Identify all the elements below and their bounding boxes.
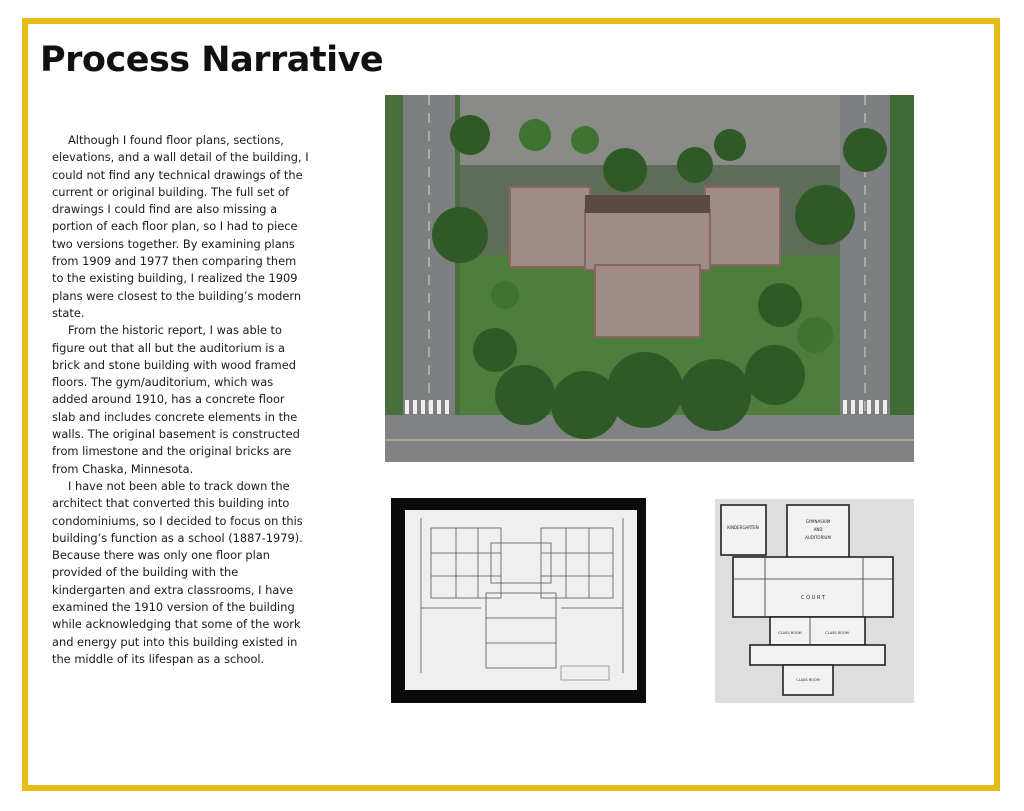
class-room-label-1: CLASS ROOM (778, 631, 802, 635)
gym-label-line-3: AUDITORIUM (805, 535, 831, 540)
narrative-paragraph-1: Although I found floor plans, sections, elevations, and a wall detail of the building, I could not find any technical drawings of the current or original building. The full set of drawings I could find are also missing a portion of each floor plan, so I had to piece two versions together. By examining plans from 1909 and 1977 then comparing them to the existing building, I realized the 1909 plans were closest to the building’s modern state. (52, 133, 309, 320)
class-room-label-3: CLASS ROOM (796, 678, 820, 682)
narrative-paragraph-3: I have not been able to track down the architect that converted this building into condominiums, so I decided to focus on this building’s function as a school (1887-1979). Because there was only one floor plan provided of the building with the kindergarten and extra classrooms, I have examined the 1910 version of the building while acknowledging that some of the work and energy put into this building existed in the middle of its lifespan as a school. (52, 478, 303, 666)
page-title: Process Narrative (40, 40, 384, 80)
class-room-label-2: CLASS ROOM (825, 631, 849, 635)
gym-label-line-1: GYMNASIUM (805, 519, 831, 524)
narrative-paragraph-2: From the historic report, I was able to figure out that all but the auditorium is a brick and stone building with wood framed floors. The gym/auditorium, which was added around 1910, has a concrete floor slab and includes concrete elements in the walls. The original basement is constructed from limestone and the original bricks are from Chaska, Minnesota. (52, 323, 300, 476)
gym-label-line-2: AND (813, 527, 823, 532)
kindergarten-label: KINDERGARTEN (727, 525, 759, 530)
court-label: C O U R T (801, 595, 825, 601)
narrative-text (52, 132, 310, 668)
aerial-photo (385, 95, 914, 462)
floor-plan-drawing (391, 498, 646, 703)
floor-plan-sketch (715, 499, 914, 703)
